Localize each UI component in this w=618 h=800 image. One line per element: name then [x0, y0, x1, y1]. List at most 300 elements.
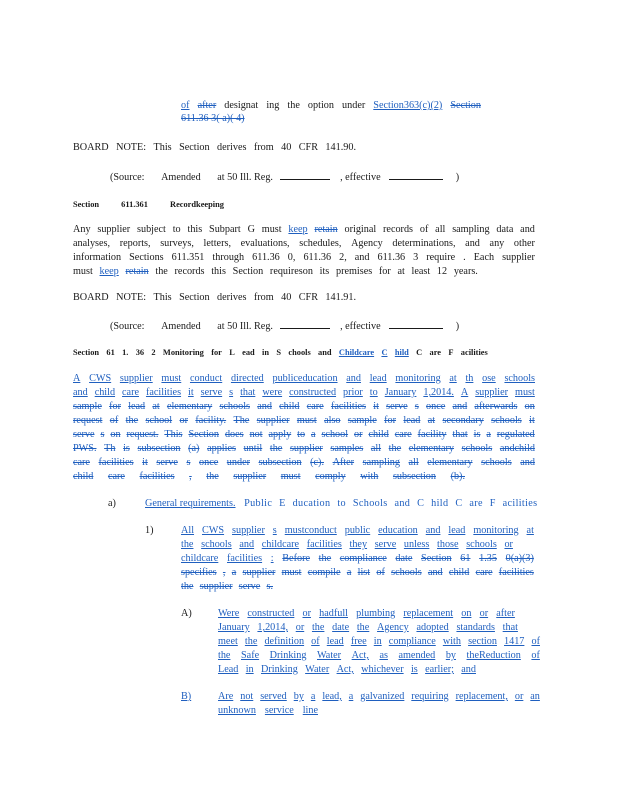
word: Childcare	[338, 348, 375, 357]
word: C	[416, 348, 423, 357]
word: This	[153, 142, 172, 153]
word: (a)	[188, 443, 200, 454]
word: s	[100, 429, 105, 440]
word: Section	[188, 429, 219, 440]
word: list	[357, 567, 371, 578]
word: Lead	[218, 664, 239, 675]
word: facilities	[98, 457, 134, 468]
word: supplier	[256, 415, 290, 426]
word: This	[153, 292, 172, 303]
word: facilities	[139, 471, 175, 482]
word: samples	[330, 443, 364, 454]
word: schools	[481, 457, 512, 468]
word: must	[73, 266, 93, 277]
word: serve	[200, 387, 223, 398]
word: compliance	[339, 553, 387, 564]
word: 2	[151, 348, 156, 357]
subsection-A-label: A)	[181, 608, 192, 619]
word: subsection	[392, 471, 436, 482]
word: under	[342, 100, 366, 111]
word: served	[260, 691, 287, 702]
word: amended	[398, 650, 436, 661]
word: at	[427, 415, 436, 426]
word: supplier	[119, 373, 153, 384]
para-361-line-2	[73, 238, 535, 250]
word: on	[524, 401, 535, 412]
word: sample	[347, 415, 377, 426]
word: does	[224, 429, 244, 440]
word: 611.36	[377, 252, 406, 263]
word: lead	[448, 525, 466, 536]
word: galvanized	[360, 691, 405, 702]
word: facilities	[306, 539, 342, 550]
word: line	[302, 705, 318, 716]
word: Safe	[241, 650, 260, 661]
word: to	[297, 429, 306, 440]
word: 0,	[287, 252, 296, 263]
word: child	[279, 401, 300, 412]
word: elementary	[427, 457, 473, 468]
word: and	[346, 373, 361, 384]
word: directed	[230, 373, 264, 384]
word: After	[332, 457, 355, 468]
word: 0(a)(3)	[505, 553, 534, 564]
word: meet	[218, 636, 238, 647]
word: child	[94, 387, 116, 398]
reg-blank	[280, 319, 330, 329]
word: is	[473, 429, 481, 440]
word: 1,2014,	[257, 622, 288, 633]
word: 1.35	[479, 553, 497, 564]
word: at	[152, 401, 160, 412]
word: Water	[305, 664, 330, 675]
word: the	[311, 622, 325, 633]
word: and	[520, 457, 535, 468]
word: The	[233, 415, 250, 426]
word: 611.36	[252, 252, 280, 263]
subsection-a-label: a)	[108, 498, 116, 509]
word: keep	[288, 224, 308, 235]
word: Before	[282, 553, 310, 564]
word: school	[321, 429, 349, 440]
word: afterwards	[474, 401, 518, 412]
word: 40	[281, 142, 292, 153]
source-at: at 50 Ill. Reg.	[217, 172, 273, 183]
word: must	[296, 415, 317, 426]
word: supplier	[232, 525, 265, 536]
word: subject	[137, 224, 166, 235]
word: (b).	[450, 471, 465, 482]
word: in	[373, 636, 382, 647]
word: NOTE:	[116, 292, 147, 303]
word: requiring	[411, 691, 449, 702]
word: until	[243, 443, 263, 454]
word: and	[73, 387, 88, 398]
word: January	[218, 622, 250, 633]
word: of	[311, 636, 320, 647]
word: all	[408, 457, 419, 468]
word: F	[448, 348, 454, 357]
para-361-line-3	[73, 252, 535, 264]
word: s	[229, 387, 234, 398]
word: childcare	[261, 539, 300, 550]
word: is	[410, 664, 418, 675]
word: schools	[391, 567, 422, 578]
word: unknown	[218, 705, 256, 716]
word: or	[514, 691, 524, 702]
word: the	[218, 650, 231, 661]
para-362-line-1	[73, 373, 535, 385]
word: PWS.	[73, 443, 97, 454]
word: schedules,	[299, 238, 342, 249]
word: secondary	[442, 415, 484, 426]
top-line-2: 611.36 3( a)( 4)	[181, 113, 245, 124]
word: education	[378, 525, 418, 536]
word: surveys,	[160, 238, 194, 249]
word: derives	[217, 142, 247, 153]
word: retain	[314, 224, 338, 235]
source-close: )	[455, 172, 460, 183]
source-amended: Amended	[161, 172, 201, 183]
word: schools	[491, 415, 522, 426]
word: C	[381, 348, 388, 357]
word: must	[280, 471, 301, 482]
word: Water	[317, 650, 342, 661]
word: or	[295, 622, 305, 633]
word: chools	[288, 348, 311, 357]
word: Are	[218, 691, 234, 702]
word: child	[448, 567, 470, 578]
source-amended: Amended	[161, 321, 201, 332]
section-title: Recordkeeping	[170, 200, 224, 209]
word: reports,	[119, 238, 151, 249]
word: supplier	[199, 581, 233, 592]
word: any	[489, 238, 505, 249]
word: ose	[482, 373, 496, 384]
word: the	[356, 622, 370, 633]
word: prior	[343, 387, 363, 398]
word: Section	[421, 553, 452, 564]
word: January	[384, 387, 417, 398]
word: also	[324, 415, 341, 426]
word: facilities	[330, 401, 367, 412]
subsection-B-label: B)	[181, 691, 192, 702]
word: subsection	[258, 457, 302, 468]
word: Act,	[336, 664, 354, 675]
word: (c).	[310, 457, 324, 468]
word: 3	[413, 252, 419, 263]
word: are	[429, 348, 442, 357]
word: the	[206, 471, 219, 482]
word: CFR	[298, 292, 318, 303]
word: and	[461, 664, 476, 675]
word: s	[414, 401, 419, 412]
word: the	[269, 443, 283, 454]
word: care	[475, 567, 493, 578]
word: analyses,	[73, 238, 111, 249]
word: plumbing	[356, 608, 396, 619]
word: of	[531, 636, 540, 647]
para-362-line-5	[73, 429, 535, 441]
word: theReduction	[466, 650, 521, 661]
sub-A-line-3	[218, 636, 540, 648]
word: facility	[417, 429, 447, 440]
word: .	[463, 252, 466, 263]
word: a	[348, 691, 354, 702]
word: andchild	[499, 443, 535, 454]
word: 141.91.	[325, 292, 356, 303]
word: elementary	[408, 443, 455, 454]
top-line-1	[181, 100, 481, 112]
word: schools	[466, 539, 497, 550]
sub-A-line-2	[218, 622, 518, 634]
word: for	[211, 348, 222, 357]
source-note-1	[110, 170, 459, 184]
word: whichever	[361, 664, 404, 675]
word: 36	[135, 348, 145, 357]
word: standards	[456, 622, 495, 633]
word: A	[460, 387, 469, 398]
word: :	[270, 553, 274, 564]
word: serve	[238, 581, 261, 592]
word: Agency	[351, 238, 383, 249]
word: s.	[266, 581, 273, 592]
word: all	[370, 443, 382, 454]
word: serve	[73, 429, 95, 440]
subsection-a-old-title: Public E ducation to Schools and C hild C are F acilities	[244, 498, 538, 509]
word: not	[249, 429, 263, 440]
word: definition	[264, 636, 305, 647]
subsection-a-heading	[145, 498, 538, 510]
para-362-line-2	[73, 387, 535, 399]
word: ,	[189, 471, 192, 482]
word: facilities	[498, 567, 534, 578]
effective-blank	[389, 319, 443, 329]
word: those	[437, 539, 459, 550]
word: lead	[403, 415, 421, 426]
para-362-line-8	[73, 471, 465, 483]
para-361-line-4	[73, 266, 478, 278]
word: of	[376, 567, 385, 578]
word: a	[310, 429, 316, 440]
word: date	[332, 622, 350, 633]
word: by	[293, 691, 304, 702]
word: original	[344, 224, 377, 235]
word: child	[73, 471, 94, 482]
word: the	[318, 553, 332, 564]
word: as	[379, 650, 388, 661]
word: 1.	[122, 348, 129, 357]
word: free	[350, 636, 367, 647]
word: Section	[73, 348, 100, 357]
word: supplier	[289, 443, 323, 454]
word: and	[239, 539, 255, 550]
word: applies	[207, 443, 236, 454]
section-611-361-heading	[73, 199, 224, 211]
word: regulated	[496, 429, 535, 440]
word: CWS	[201, 525, 225, 536]
subsection-1-label: 1)	[145, 525, 154, 536]
word: or	[504, 539, 513, 550]
word: a	[231, 567, 237, 578]
para-361-line-1	[73, 224, 535, 236]
word: or	[302, 608, 311, 619]
word: and	[520, 224, 535, 235]
word: data	[496, 224, 514, 235]
word: S	[276, 348, 282, 357]
subsection-a-title: General requirements.	[145, 498, 236, 509]
word: elementary	[166, 401, 213, 412]
word: on	[110, 429, 121, 440]
word: conduct	[189, 373, 223, 384]
word: supplier	[233, 471, 267, 482]
word: schools	[504, 373, 535, 384]
word: or	[479, 608, 489, 619]
word: childcare	[181, 553, 219, 564]
source-note-2	[110, 319, 459, 333]
word: a	[310, 691, 316, 702]
para-362-line-4	[73, 415, 535, 427]
word: least	[411, 266, 431, 277]
board-note-1	[73, 142, 356, 154]
word: designat	[224, 100, 259, 111]
word: years.	[453, 266, 478, 277]
word: information	[73, 252, 122, 263]
sub-1-line-4	[181, 567, 534, 579]
word: CWS	[89, 373, 112, 384]
word: the	[244, 636, 258, 647]
word: the	[125, 415, 139, 426]
word: supplier	[475, 387, 509, 398]
word: determinations,	[392, 238, 456, 249]
word: lead	[326, 636, 344, 647]
word: 61	[106, 348, 115, 357]
word: of	[419, 224, 429, 235]
word: Section	[232, 266, 264, 277]
word: after	[197, 100, 217, 111]
word: it	[188, 387, 194, 398]
sub-1-line-3	[181, 553, 534, 565]
word: must	[281, 567, 302, 578]
source-effective: , effective	[340, 321, 381, 332]
word: BOARD	[73, 292, 109, 303]
word: 1417	[504, 636, 525, 647]
word: the	[181, 581, 194, 592]
word: records	[174, 266, 205, 277]
source-close: )	[455, 321, 460, 332]
para-362-line-7	[73, 457, 535, 469]
word: it	[373, 401, 379, 412]
word: Any	[73, 224, 91, 235]
board-note-2	[73, 292, 356, 304]
word: schools	[461, 443, 493, 454]
word: compliance	[388, 636, 436, 647]
word: earlier;	[425, 664, 454, 675]
word: constructed	[247, 608, 295, 619]
word: care	[122, 387, 139, 398]
word: and	[257, 401, 272, 412]
word: request.	[126, 429, 159, 440]
word: after	[496, 608, 515, 619]
word: apply	[268, 429, 292, 440]
word: sampling	[362, 457, 400, 468]
word: child	[368, 429, 389, 440]
word: monitoring	[395, 373, 441, 384]
word: a	[346, 567, 352, 578]
word: evaluations,	[240, 238, 290, 249]
word: th	[465, 373, 474, 384]
word: Monitoring	[162, 348, 204, 357]
word: retain	[125, 266, 149, 277]
word: 611.351	[171, 252, 205, 263]
word: acilities	[460, 348, 488, 357]
word: care	[394, 429, 412, 440]
word: through	[212, 252, 245, 263]
word: 2,	[339, 252, 347, 263]
word: in	[262, 348, 270, 357]
word: 1,2014.	[423, 387, 454, 398]
word: replacement	[403, 608, 454, 619]
word: to	[172, 224, 181, 235]
word: and	[427, 567, 443, 578]
word: require	[426, 252, 456, 263]
word: 611.36	[303, 252, 332, 263]
word: Drinking	[269, 650, 307, 661]
source-at: at 50 Ill. Reg.	[217, 321, 273, 332]
para-362-line-3	[73, 401, 535, 413]
word: at	[397, 266, 405, 277]
word: 40	[281, 292, 292, 303]
word: G	[247, 224, 255, 235]
section-number: 611.361	[121, 200, 148, 209]
word: section	[468, 636, 497, 647]
word: 141.90.	[325, 142, 356, 153]
word: once	[426, 401, 446, 412]
word: hadfull	[319, 608, 348, 619]
word: subsection	[137, 443, 181, 454]
word: Drinking	[261, 664, 298, 675]
sub-A-line-4	[218, 650, 540, 662]
word: adopted	[416, 622, 449, 633]
word: all	[435, 224, 446, 235]
sub-B-line-1	[218, 691, 540, 703]
word: constructed	[289, 387, 337, 398]
word: must	[161, 373, 182, 384]
word: under	[226, 457, 250, 468]
word: in	[245, 664, 254, 675]
word: and	[452, 401, 468, 412]
word: L	[229, 348, 235, 357]
sub-1-line-2	[181, 539, 513, 551]
word: at	[449, 373, 457, 384]
word: Act,	[351, 650, 369, 661]
word: that	[240, 387, 256, 398]
word: 61	[460, 553, 471, 564]
word: Section	[450, 100, 481, 111]
reg-blank	[280, 170, 330, 180]
word: or	[179, 415, 188, 426]
sub-1-line-5	[181, 581, 273, 593]
word: the	[181, 539, 194, 550]
word: derives	[217, 292, 247, 303]
word: replacement,	[455, 691, 508, 702]
word: ing	[266, 100, 280, 111]
word: the	[388, 443, 402, 454]
word: on	[461, 608, 472, 619]
word: Subpart	[209, 224, 241, 235]
word: lead	[128, 401, 146, 412]
source-label: (Source:	[110, 321, 145, 332]
